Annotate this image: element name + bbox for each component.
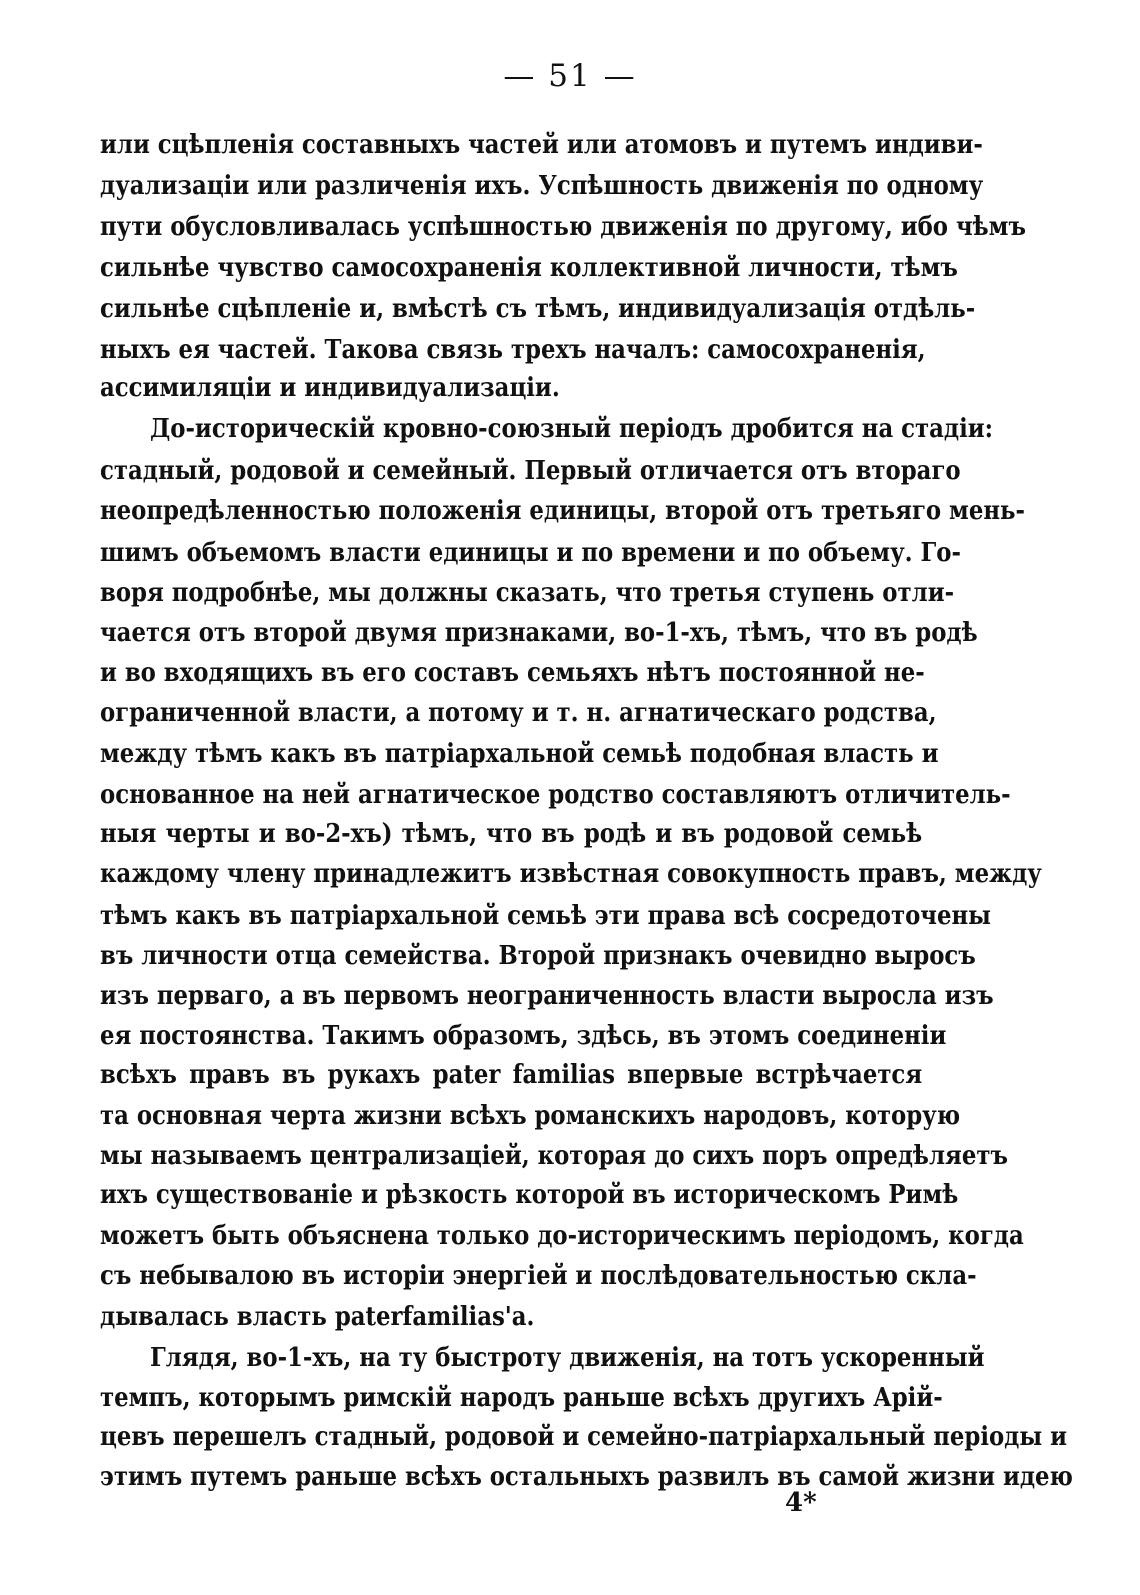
page-number: — 51 —	[503, 58, 637, 94]
text-line: ея постоянства. Такимъ образомъ, здѣсь, въ этомъ соединеніи	[100, 1020, 947, 1051]
text-line: и во входящихъ въ его составъ семьяхъ нѣтъ постоянной не-	[100, 657, 925, 688]
text-line: неопредѣленностью положенія единицы, второй отъ третьяго мень-	[100, 495, 1025, 526]
text-line: цевъ перешелъ стадный, родовой и семейно-патріархальный періоды и	[100, 1421, 1068, 1452]
signature-mark: 4*	[785, 1488, 817, 1518]
text-line: ассимиляціи и индивидуализаціи.	[100, 372, 560, 403]
text-line: мы называемъ централизаціей, которая до сихъ поръ опредѣляетъ	[100, 1140, 1008, 1171]
text-line: та основная черта жизни всѣхъ романскихъ народовъ, которую	[100, 1100, 961, 1131]
text-line: шимъ объемомъ власти единицы и по времени и по объему. Го-	[100, 537, 961, 568]
text-line: тѣмъ какъ въ патріархальной семьѣ эти права всѣ сосредоточены	[100, 900, 992, 931]
text-line: стадный, родовой и семейный. Первый отличается отъ втораго	[100, 455, 961, 486]
text-line: воря подробнѣе, мы должны сказать, что третья ступень отли-	[100, 577, 955, 608]
text-line: каждому члену принадлежитъ извѣстная совокупность правъ, между	[100, 858, 1042, 889]
text-line: ихъ существованіе и рѣзкость которой въ историческомъ Римѣ	[100, 1179, 959, 1210]
text-line: можетъ быть объяснена только до-историческимъ періодомъ, когда	[100, 1220, 1024, 1251]
text-line: дуализаціи или различенія ихъ. Успѣшность движенія по одному	[100, 170, 984, 201]
text-line: темпъ, которымъ римскій народъ раньше всѣхъ другихъ Арій-	[100, 1382, 943, 1413]
text-line: сильнѣе сцѣпленіе и, вмѣстѣ съ тѣмъ, индивидуализація отдѣль-	[100, 293, 976, 324]
text-line: съ небывалою въ исторіи энергіей и послѣдовательностью скла-	[100, 1260, 977, 1291]
text-line: чается отъ второй двумя признаками, во-1-хъ, тѣмъ, что въ родѣ	[100, 617, 978, 648]
text-line: сильнѣе чувство самосохраненія коллективной личности, тѣмъ	[100, 252, 958, 283]
text-line: или сцѣпленія составныхъ частей или атомовъ и путемъ индиви-	[100, 129, 983, 160]
text-line: дывалась власть paterfamilias'а.	[100, 1301, 535, 1332]
text-line: всѣхъ правъ въ рукахъ pater familias впервые встрѣчается	[100, 1059, 923, 1090]
text-line: Глядя, во-1-хъ, на ту быстроту движенія, на тотъ ускоренный	[150, 1342, 985, 1373]
text-line: этимъ путемъ раньше всѣхъ остальныхъ развилъ въ самой жизни идею	[100, 1461, 1073, 1492]
text-line: ныхъ ея частей. Такова связь трехъ началъ: самосохраненія,	[100, 334, 926, 365]
text-line: До-историческій кровно-союзный періодъ дробится на стадіи:	[150, 413, 994, 444]
text-line: основанное на ней агнатическое родство составляютъ отличитель-	[100, 779, 1011, 810]
text-line: изъ перваго, а въ первомъ неограниченность власти выросла изъ	[100, 980, 994, 1011]
text-line: между тѣмъ какъ въ патріархальной семьѣ подобная власть и	[100, 738, 939, 769]
text-line: пути обусловливалась успѣшностью движенія по другому, ибо чѣмъ	[100, 211, 1026, 242]
text-line: ныя черты и во-2-хъ) тѣмъ, что въ родѣ и въ родовой семьѣ	[100, 818, 923, 849]
text-line: въ личности отца семейства. Второй признакъ очевидно выросъ	[100, 940, 976, 971]
text-line: ограниченной власти, а потому и т. н. агнатическаго родства,	[100, 697, 937, 728]
